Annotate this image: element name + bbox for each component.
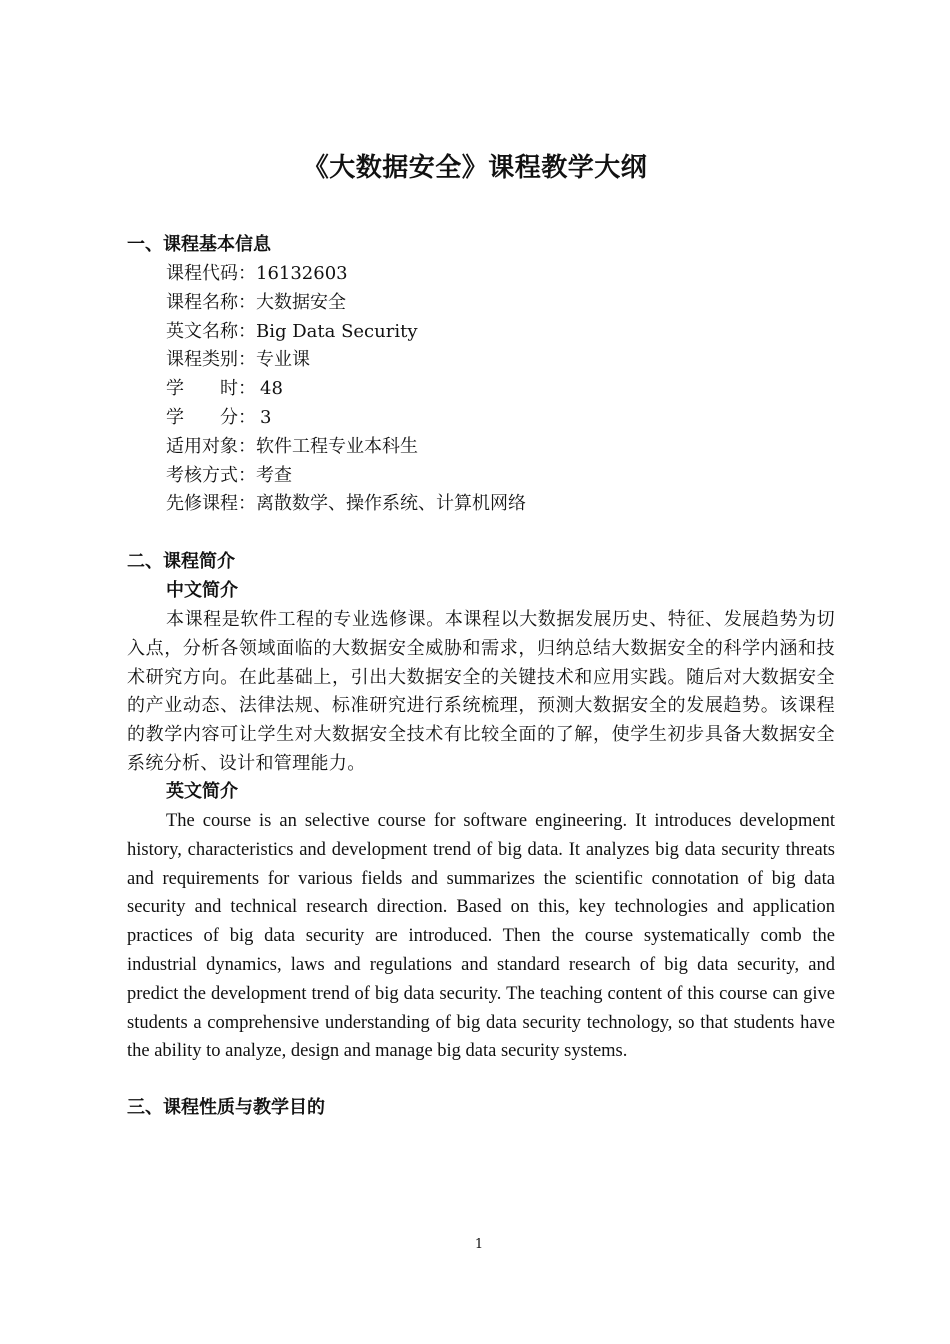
info-row-class-hours bbox=[166, 375, 526, 404]
info-value: 专业课 bbox=[256, 349, 310, 371]
info-row-target-students bbox=[166, 433, 526, 462]
subheading-english-intro: 英文简介 bbox=[166, 781, 238, 802]
info-value: Big Data Security bbox=[256, 320, 418, 342]
info-value: 3 bbox=[260, 406, 272, 428]
english-intro-paragraph: The course is an selective course for software engineering. It introduces development history, characteristics and development trend of big data. It analyzes big data security threats and requirements for various fields and summarizes the scientific connotation of big data security and technical research direction. Based on this, key technologies and application practices of big data security are introduced. Then the course systematically comb the industrial dynamics, laws and regulations and standard research of big data security, and predict the development trend of big data security. The teaching content of this course can give students a comprehensive understanding of big data security technology, so that students have the ability to analyze, design and manage big data security systems. bbox=[127, 811, 835, 1062]
info-key: 先修课程： bbox=[166, 493, 256, 515]
section-heading-course-intro: 二、课程简介 bbox=[127, 551, 235, 572]
info-value: 大数据安全 bbox=[256, 291, 346, 313]
section-heading-basic-info: 一、课程基本信息 bbox=[127, 234, 271, 255]
info-key: 学 时： bbox=[166, 378, 256, 400]
info-row-assessment bbox=[166, 462, 526, 491]
info-key: 考核方式： bbox=[166, 464, 256, 486]
info-row-credits bbox=[166, 404, 526, 433]
section-heading-course-nature: 三、课程性质与教学目的 bbox=[127, 1097, 325, 1118]
info-row-prerequisites bbox=[166, 490, 526, 519]
info-key: 英文名称： bbox=[166, 320, 256, 342]
document-title: 《大数据安全》课程教学大纲 bbox=[302, 153, 648, 183]
info-value: 离散数学、操作系统、计算机网络 bbox=[256, 493, 526, 515]
page-number: 1 bbox=[474, 1237, 484, 1252]
info-key: 学 分： bbox=[166, 406, 256, 428]
info-value: 软件工程专业本科生 bbox=[256, 435, 418, 457]
info-key: 课程类别： bbox=[166, 349, 256, 371]
info-value: 16132603 bbox=[256, 263, 348, 284]
info-row-course-code bbox=[166, 260, 526, 289]
subheading-chinese-intro: 中文简介 bbox=[166, 580, 238, 601]
info-key: 适用对象： bbox=[166, 435, 256, 457]
course-info-list bbox=[166, 260, 526, 519]
info-row-english-name bbox=[166, 318, 526, 347]
info-row-course-category bbox=[166, 346, 526, 375]
info-key: 课程代码： bbox=[166, 263, 256, 284]
info-key: 课程名称： bbox=[166, 291, 256, 313]
info-value: 考查 bbox=[256, 464, 292, 486]
chinese-intro-paragraph: 本课程是软件工程的专业选修课。本课程以大数据发展历史、特征、发展趋势为切入点，分析各领域面临的大数据安全威胁和需求，归纳总结大数据安全的科学内涵和技术研究方向。在此基础上，引出大数据安全的关键技术和应用实践。随后对大数据安全的产业动态、法律法规、标准研究进行系统梳理，预测大数据安全的发展趋势。该课程的教学内容可让学生对大数据安全技术有比较全面的了解，使学生初步具备大数据安全系统分析、设计和管理能力。 bbox=[127, 609, 835, 774]
info-value: 48 bbox=[260, 378, 283, 400]
info-row-course-name bbox=[166, 289, 526, 318]
